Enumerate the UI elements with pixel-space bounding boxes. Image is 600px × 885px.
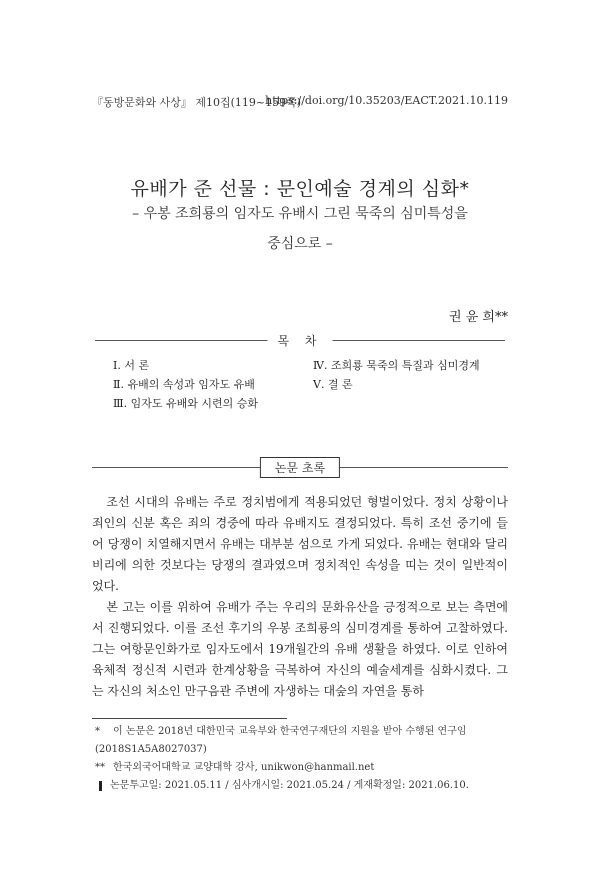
footnote-rule bbox=[92, 718, 287, 719]
toc-item[interactable]: Ⅴ. 결 론 bbox=[313, 378, 353, 391]
footnote-text: 이 논문은 2018년 대한민국 교육부와 한국연구재단의 지원을 받아 수행된 연구임(2018S1A5A8027037) bbox=[95, 726, 467, 755]
toc-left-column bbox=[113, 356, 258, 413]
toc-item[interactable]: Ⅳ. 조희룡 묵죽의 특질과 심미경계 bbox=[313, 359, 480, 372]
footnote-mark: ** bbox=[95, 762, 105, 773]
footnote-author bbox=[95, 759, 508, 777]
toc-item[interactable]: Ⅱ. 유배의 속성과 임자도 유배 bbox=[113, 378, 255, 391]
footnote-funding bbox=[95, 723, 508, 759]
footnotes bbox=[95, 723, 508, 795]
dates-text: 논문투고일: 2021.05.11 / 심사개시일: 2021.05.24 / 게재확정일: 2021.06.10. bbox=[110, 780, 469, 791]
table-of-contents bbox=[95, 334, 505, 415]
journal-citation: 『동방문화와 사상』 제10집(119~159쪽) bbox=[92, 96, 302, 109]
footnote-text: 한국외국어대학교 교양대학 강사, unikwon@hanmail.net bbox=[113, 762, 375, 773]
abstract-paragraph: 본 고는 이를 위하여 유배가 주는 우리의 문화유산을 긍정적으로 보는 측면에서 진행되었다. 이를 조선 후기의 우봉 조희룡의 심미경계를 통하여 고찰하였다. 그는 여항문인화가로 임자도에서 19개월간의 유배 생활을 하였다. 이로 인하여 육체적 정신적 시련과 한계상황을 극복하여 자신의 예술세계를 심화시켰다. 그는 자신의 처소인 만구음관 주변에 자생하는 대숲의 자연을 통하 bbox=[92, 600, 508, 698]
abstract-label: 논문 초록 bbox=[260, 457, 340, 478]
paper-subtitle-line2: 중심으로 – bbox=[267, 236, 333, 252]
abstract-body bbox=[92, 492, 508, 702]
footnote-dates bbox=[95, 777, 508, 795]
toc-item[interactable]: Ⅲ. 임자도 유배와 시련의 승화 bbox=[113, 397, 258, 410]
paper-title: 유배가 준 선물 : 문인예술 경계의 심화* bbox=[130, 178, 470, 200]
abstract-paragraph: 조선 시대의 유배는 주로 정치범에게 적용되었던 형벌이었다. 정치 상황이나 죄인의 신분 혹은 죄의 경중에 따라 유배지도 결정되었다. 특히 조선 중기에 들어 당쟁이 치열해지면서 유배는 대부분 섬으로 가게 되었다. 유배는 현대와 달리 비리에 의한 것보다는 당쟁의 결과였으며 정치적인 속성을 띠는 것이 일반적이었다. bbox=[92, 495, 508, 593]
paper-subtitle-line1: – 우봉 조희룡의 임자도 유배시 그린 묵죽의 심미특성을 bbox=[132, 206, 468, 222]
dates-bar-icon bbox=[99, 781, 102, 791]
toc-item[interactable]: Ⅰ. 서 론 bbox=[113, 359, 150, 372]
footnote-mark: * bbox=[95, 726, 100, 737]
abstract-heading bbox=[92, 457, 508, 477]
author-name: 권 윤 희** bbox=[449, 310, 508, 325]
toc-right-column bbox=[313, 356, 480, 394]
doi-link[interactable]: https://doi.org/10.35203/EACT.2021.10.119 bbox=[265, 94, 508, 107]
toc-label: 목 차 bbox=[268, 332, 333, 349]
